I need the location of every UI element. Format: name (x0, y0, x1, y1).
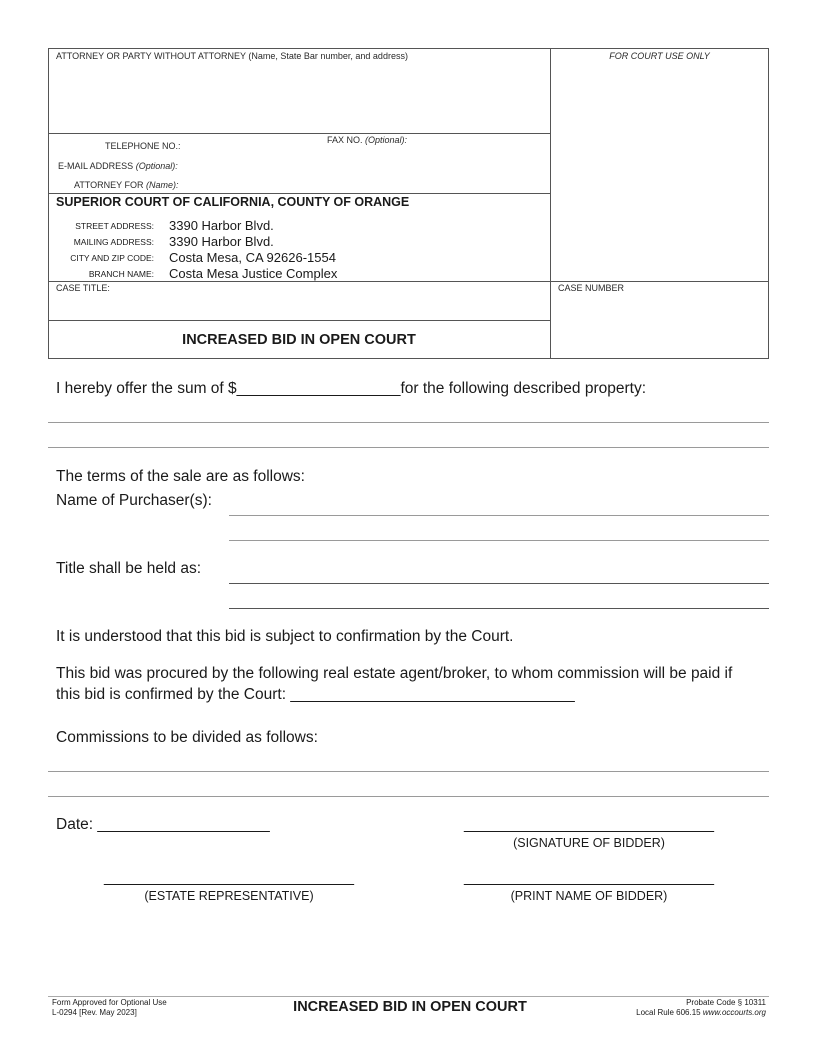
city-label: CITY AND ZIP CODE: (70, 253, 154, 263)
agent-text-1: This bid was procured by the following real estate agent/broker, to whom commission will be paid if (56, 665, 733, 682)
mailing-label: MAILING ADDRESS: (73, 237, 154, 247)
title-held-line-1[interactable] (229, 583, 769, 584)
signature-caption: (SIGNATURE OF BIDDER) (513, 836, 665, 850)
purchaser-line-1[interactable] (229, 515, 769, 516)
case-number-label: CASE NUMBER (558, 283, 625, 293)
footer-rule (48, 996, 769, 997)
footer-approved: Form Approved for Optional Use (52, 998, 167, 1007)
signature-line[interactable]: _____________________________ (464, 816, 714, 833)
attorney-label: ATTORNEY OR PARTY WITHOUT ATTORNEY (Name, State Bar number, and address) (56, 51, 408, 61)
attorney-for-name: (Name): (146, 180, 179, 190)
caption-divider (550, 48, 551, 359)
terms-text: The terms of the sale are as follows: (56, 468, 305, 485)
print-name-caption: (PRINT NAME OF BIDDER) (510, 889, 668, 903)
commission-line-2[interactable] (48, 796, 769, 797)
form-title-top (48, 320, 550, 321)
mailing-value: 3390 Harbor Blvd. (169, 234, 274, 249)
offer-line (56, 380, 646, 398)
court-use-label: FOR COURT USE ONLY (609, 51, 710, 61)
city-value: Costa Mesa, CA 92626-1554 (169, 250, 336, 265)
offer-amount-blank[interactable]: ___________________ (236, 380, 401, 397)
fax-label-text: FAX NO. (327, 135, 363, 145)
purchaser-label: Name of Purchaser(s): (56, 492, 212, 509)
title-held-line-2[interactable] (229, 608, 769, 609)
purchaser-line-2[interactable] (229, 540, 769, 541)
estate-line[interactable]: _____________________________ (104, 869, 354, 886)
branch-label: BRANCH NAME: (88, 269, 154, 279)
form-title: INCREASED BID IN OPEN COURT (182, 332, 416, 348)
street-label: STREET ADDRESS: (75, 221, 154, 231)
court-box-top (48, 193, 550, 194)
footer-local-rule (560, 1008, 766, 1017)
property-line-2[interactable] (48, 447, 769, 448)
court-name: SUPERIOR COURT OF CALIFORNIA, COUNTY OF ORANGE (56, 195, 410, 209)
commissions-text: Commissions to be divided as follows: (56, 729, 318, 746)
fax-label (327, 135, 407, 145)
email-optional: (Optional): (135, 161, 178, 171)
email-label (58, 161, 178, 171)
branch-value: Costa Mesa Justice Complex (169, 266, 338, 281)
attorney-for-text: ATTORNEY FOR (74, 180, 144, 190)
offer-suffix: for the following described property: (400, 380, 647, 397)
attorney-box-bottom (48, 133, 550, 134)
date-field[interactable]: Date: ____________________ (56, 816, 270, 833)
footer-probate-code: Probate Code § 10311 (686, 998, 766, 1007)
commission-line-1[interactable] (48, 771, 769, 772)
footer-title: INCREASED BID IN OPEN COURT (293, 999, 527, 1015)
offer-prefix: I hereby offer the sum of $ (56, 380, 237, 397)
title-held-label: Title shall be held as: (56, 560, 202, 577)
street-value: 3390 Harbor Blvd. (169, 218, 274, 233)
confirmation-text: It is understood that this bid is subject to confirmation by the Court. (56, 628, 514, 645)
telephone-label: TELEPHONE NO.: (105, 141, 181, 151)
footer-local-rule-text: Local Rule 606.15 (636, 1008, 701, 1017)
property-line-1[interactable] (48, 422, 769, 423)
fax-optional: (Optional): (365, 135, 408, 145)
case-title-label: CASE TITLE: (56, 283, 110, 293)
agent-text-2[interactable]: this bid is confirmed by the Court: _________________________________ (56, 686, 575, 703)
footer-form-number: L-0294 [Rev. May 2023] (52, 1008, 137, 1017)
case-title-top (48, 281, 769, 282)
estate-caption: (ESTATE REPRESENTATIVE) (144, 889, 314, 903)
email-label-text: E-MAIL ADDRESS (58, 161, 134, 171)
footer-website[interactable]: www.occourts.org (702, 1008, 766, 1017)
attorney-for-label (74, 180, 179, 190)
print-name-line[interactable]: _____________________________ (464, 869, 714, 886)
